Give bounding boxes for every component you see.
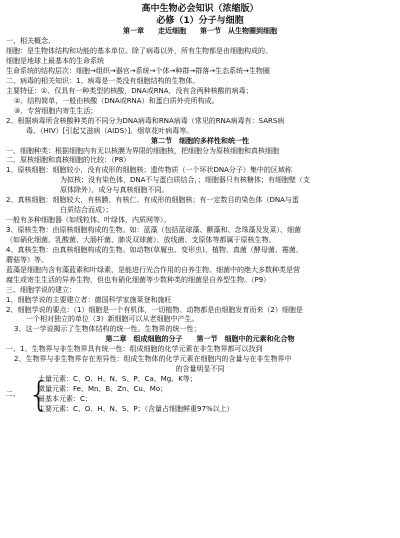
section2-heading: 第二节 细胞的多样性和统一性 (151, 136, 249, 145)
document-title: 高中生物必会知识（浓缩版） (141, 4, 259, 14)
text-line: ③、专营细胞内寄生生活； (14, 106, 98, 115)
text-line: 主要特征：①、仅具有一种类型的核酸，DNA或RNA，没有含两种核酸的病毒； (6, 86, 253, 95)
text-line: 2、真核细胞：细胞较大，有核膜、有核仁、有成形的细胞核；有一定数目的染色体（DNA与蛋 (6, 196, 299, 205)
text-line: 一、细胞种类：根据细胞内有无以核膜为界限的细胞核，把细胞分为原核细胞和真核细胞 (6, 146, 279, 155)
list-item: 最基本元素：C； (38, 394, 92, 403)
text-line: 的含量明显不同 (175, 365, 225, 374)
list-item: 大量元素：C、O、H、N、S、P、Ca、Mg、K等； (38, 375, 197, 384)
element-list (38, 375, 394, 415)
block-label: 二、 (6, 390, 20, 398)
document-subtitle: 必修（1）分子与细胞 (156, 16, 244, 27)
text-line: 3、这一学说揭示了生物体结构的统一性。生物界的统一性； (14, 325, 201, 334)
text-line: 一个相对独立的单位（3）新细胞可以从老细胞中产生。 (26, 315, 199, 324)
text-line: ②、结构简单，一般由核酸（DNA或RNA）和蛋白质外壳所构成。 (14, 96, 219, 105)
text-line: 一般有多种细胞器（如线粒体、叶绿体，内质网等）。 (6, 216, 171, 225)
list-item: 微量元素：Fe、Mn、B、Zn、Cu、Mo； (38, 385, 168, 394)
text-line: 1、细胞学说的主要建立者：德国科学家施莱登和施旺 (6, 295, 172, 304)
text-line: 为拟核；没有染色体，DNA不与蛋白质结合，；细胞器只有核糖体；有细胞壁（支 (60, 176, 310, 185)
text-line: （如硝化细菌、乳酸菌、大肠杆菌、肺炎双球菌）、放线菌、支原体等都属于原核生物。 (6, 235, 276, 244)
text-line: 蘑菇等）等。 (6, 255, 48, 264)
text-line: 三、细胞学说的建立： (6, 285, 76, 294)
text-line: 二、原核细胞和真核细胞的比较：（P8） (6, 156, 131, 165)
left-brace-icon: { (28, 374, 50, 415)
text-line: 生命系统的结构层次：细胞→组织→器官→系统→个体→种群→群落→生态系统→生物圈 (6, 67, 270, 76)
text-line: 细胞：是生物体结构和功能的基本单位。除了病毒以外，所有生物都是由细胞构成的。 (6, 47, 272, 56)
text-line: 二、病毒的相关知识：1、病毒是一类没有细胞结构的生物体。 (6, 76, 200, 85)
text-line: 毒、（HIV）[引起艾滋病（AIDS）]、烟草花叶病毒等。 (26, 126, 194, 135)
text-line: 细胞是地球上最基本的生命系统 (6, 57, 104, 66)
text-line: 2、根据病毒所含核酸种类的不同分为DNA病毒和RNA病毒（常见的RNA病毒有：SARS病 (6, 116, 285, 125)
text-line: 2、生物界与非生物界存在差异性：组成生物体的化学元素在细胞内的含量与在非生物界中 (14, 355, 292, 364)
text-line: 4、真核生物：由真核细胞构成的生物。如动物(草履虫、变形虫)、植物、真菌（酵母菌、霉菌、 (6, 245, 303, 254)
text-line: 3、原核生物：由原核细胞构成的生物。如：蓝藻（包括蓝球藻、颤藻和、念珠藻及发菜）、细菌 (6, 226, 301, 235)
element-classification-block (6, 375, 394, 415)
text-line: 原体除外），成分与真核细胞不同。 (60, 186, 169, 195)
text-line: 一、相关概念、 (6, 37, 55, 46)
text-line: 2、细胞学说的要点：（1）细胞是一个有机体，一切植物、动物都是由细胞发育而来（2）细胞是 (6, 305, 303, 314)
text-line: 蓝藻是细胞内含有藻蓝素和叶绿素，是能进行光合作用的自养生物。细菌中的绝大多数种类是营 (6, 265, 300, 274)
text-line: 白质结合而成）； (60, 206, 113, 215)
text-line: 腐生或寄生生活的异养生物，但也有硝化细菌等少数种类的细菌是自养型生物。（P9） (6, 275, 271, 284)
chapter1-heading: 第一章 走近细胞 第一节 从生物圈到细胞 (123, 27, 277, 36)
text-line: 1、原核细胞：细胞较小，没有成形的细胞核；遗传物质（一个环状DNA分子）集中的区域称 (6, 166, 292, 175)
text-line: 一、1、生物界与非生物界具有统一性：组成细胞的化学元素在非生物界都可以找到 (6, 345, 263, 354)
chapter2-heading: 第二章 组成细胞的分子 第一节 细胞中的元素和化合物 (105, 335, 295, 344)
list-item: 主要元素：C、O、H、N、S、P；（含量占细胞鲜重97%以上） (38, 404, 234, 413)
